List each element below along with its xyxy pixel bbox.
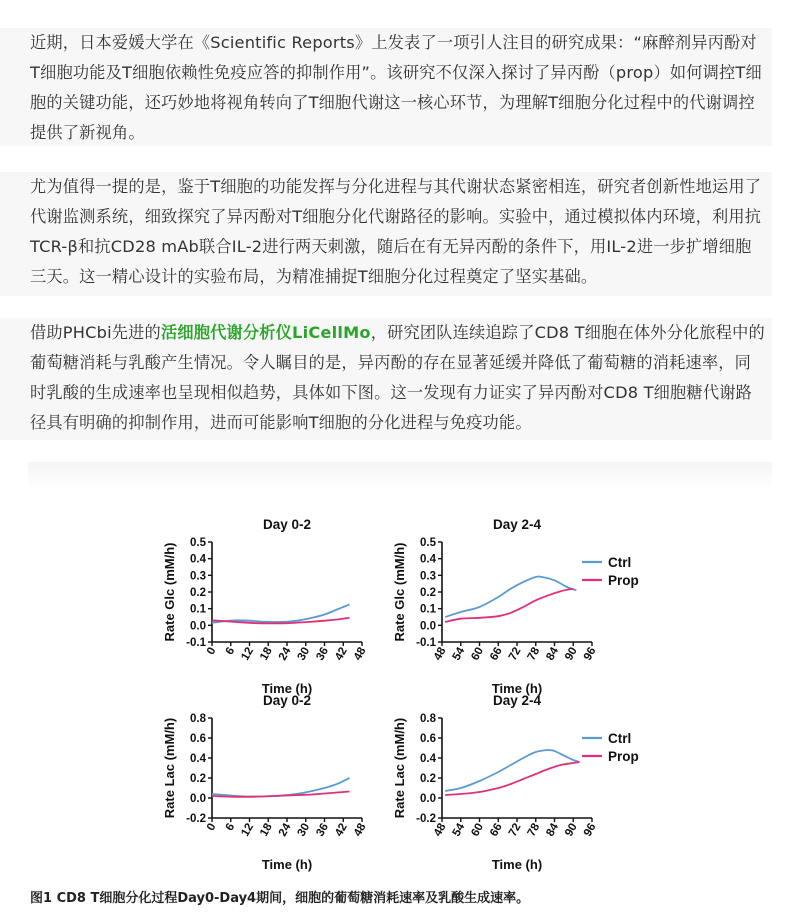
y-tick-label: -0.2 xyxy=(416,813,436,825)
x-tick-label: 60 xyxy=(469,645,487,663)
licellmo-link[interactable]: 活细胞代谢分析仪LiCellMo xyxy=(160,323,371,342)
y-tick-label: 0.4 xyxy=(420,553,436,566)
chart-title: Day 0-2 xyxy=(262,693,312,708)
figure xyxy=(28,462,772,876)
x-tick-label: 30 xyxy=(295,645,313,663)
x-tick-label: 36 xyxy=(314,821,332,839)
x-tick-label: 6 xyxy=(223,645,238,658)
y-tick-label: 0.0 xyxy=(420,793,436,805)
y-tick-label: 0.0 xyxy=(190,793,206,805)
y-axis-label: Rate Lac (mM/h) xyxy=(392,717,407,819)
legend-label-prop: Prop xyxy=(608,749,639,764)
chart-panel-4 xyxy=(392,693,639,872)
x-axis-label: Time (h) xyxy=(261,681,313,696)
chart-panel-3 xyxy=(162,693,369,872)
x-tick-label: 96 xyxy=(581,645,599,663)
x-tick-label: 30 xyxy=(295,821,313,839)
x-tick-label: 66 xyxy=(488,821,505,839)
paragraph-method xyxy=(0,172,772,296)
x-tick-label: 60 xyxy=(469,821,487,839)
y-tick-label: 0.0 xyxy=(420,620,436,633)
chart-title: Day 2-4 xyxy=(492,517,542,532)
x-axis-label: Time (h) xyxy=(491,857,543,872)
x-axis-label: Time (h) xyxy=(491,681,543,696)
y-tick-label: 0.2 xyxy=(420,587,436,599)
y-tick-label: -0.1 xyxy=(416,637,436,649)
x-tick-label: 36 xyxy=(314,645,332,663)
paragraph-results-text: ，研究团队连续追踪了CD8 T细胞在体外分化旅程中的葡萄糖消耗与乳酸产生情况。令人瞩目的是，异丙酚的存在显著延缓并降低了葡萄糖的消耗速率，同时乳酸的生成速率也呈现相似趋势，具体如下图。这一发现有力证实了异丙酚对CD8 T细胞糖代谢路径具有明确的抑制作用，进而可能影响T细胞的分化进程与免疫功能。 xyxy=(30,323,765,432)
legend-label-ctrl: Ctrl xyxy=(608,555,632,570)
chart-panel-1 xyxy=(162,517,369,696)
x-tick-label: 54 xyxy=(450,821,468,839)
series-line-prop xyxy=(212,792,350,797)
y-tick-label: 0.5 xyxy=(420,537,436,549)
x-tick-label: 90 xyxy=(563,821,580,839)
y-tick-label: 0.2 xyxy=(420,773,436,785)
chart-panel-2 xyxy=(392,517,639,696)
y-tick-label: 0.5 xyxy=(190,537,206,549)
x-tick-label: 48 xyxy=(351,821,369,839)
y-tick-label: 0.6 xyxy=(190,733,206,745)
x-tick-label: 90 xyxy=(563,645,580,663)
x-tick-label: 42 xyxy=(333,821,350,839)
x-tick-label: 72 xyxy=(506,821,524,839)
chart-title: Day 2-4 xyxy=(492,693,542,708)
chart-title: Day 0-2 xyxy=(262,517,312,532)
y-axis-label: Rate Glc (mM/h) xyxy=(392,542,407,642)
figure-charts xyxy=(28,462,772,876)
y-tick-label: -0.2 xyxy=(186,813,206,825)
y-tick-label: 0.3 xyxy=(190,570,206,583)
x-tick-label: 96 xyxy=(581,821,599,839)
x-tick-label: 12 xyxy=(239,821,257,839)
x-tick-label: 0 xyxy=(205,821,219,834)
y-tick-label: 0.4 xyxy=(420,753,436,765)
x-tick-label: 0 xyxy=(205,645,219,658)
x-tick-label: 42 xyxy=(333,645,350,663)
x-tick-label: 18 xyxy=(258,645,275,663)
x-tick-label: 78 xyxy=(525,645,543,663)
x-tick-label: 24 xyxy=(276,645,294,663)
paragraph-intro xyxy=(0,28,772,146)
y-tick-label: 0.6 xyxy=(420,733,436,745)
x-tick-label: 78 xyxy=(525,821,543,839)
paragraph-results-lead: 借助PHCbi先进的 xyxy=(30,323,161,342)
y-axis-label: Rate Lac (mM/h) xyxy=(162,717,177,819)
paragraph-intro-text: 近期，日本爱媛大学在《Scientific Reports》上发表了一项引人注目的研究成果：“麻醉剂异丙酚对T细胞功能及T细胞依赖性免疫应答的抑制作用”。该研究不仅深入探讨了异丙酚（prop）如何调控T细胞的关键功能，还巧妙地将视角转向了T细胞代谢这一核心环节，为理解T细胞分化过程中的代谢调控提供了新视角。 xyxy=(30,33,762,142)
y-axis-label: Rate Glc (mM/h) xyxy=(162,542,177,642)
x-tick-label: 48 xyxy=(431,645,449,663)
paragraph-method-text: 尤为值得一提的是，鉴于T细胞的功能发挥与分化进程与其代谢状态紧密相连，研究者创新性地运用了代谢监测系统，细致探究了异丙酚对T细胞分化代谢路径的影响。实验中，通过模拟体内环境，利用抗TCR-β和抗CD28 mAb联合IL-2进行两天刺激，随后在有无异丙酚的条件下，用IL-2进一步扩增细胞三天。这一精心设计的实验布局，为精准捕捉T细胞分化过程奠定了坚实基础。 xyxy=(30,177,762,286)
x-tick-label: 84 xyxy=(544,645,562,663)
y-tick-label: 0.1 xyxy=(190,603,206,616)
y-tick-label: 0.4 xyxy=(190,753,206,765)
series-line-prop xyxy=(445,589,573,622)
figure-caption: 图1 CD8 T细胞分化过程Day0-Day4期间，细胞的葡萄糖消耗速率及乳酸生成速率。 xyxy=(30,891,530,906)
legend-label-prop: Prop xyxy=(608,573,639,588)
series-line-ctrl xyxy=(445,576,576,617)
y-tick-label: 0.8 xyxy=(420,713,436,725)
x-tick-label: 18 xyxy=(258,821,275,839)
y-tick-label: -0.1 xyxy=(186,637,206,649)
y-tick-label: 0.4 xyxy=(190,553,206,566)
paragraph-results xyxy=(0,318,772,440)
x-tick-label: 72 xyxy=(506,645,524,663)
x-tick-label: 66 xyxy=(488,645,505,663)
y-tick-label: 0.2 xyxy=(190,773,206,785)
x-tick-label: 48 xyxy=(431,821,449,839)
x-tick-label: 6 xyxy=(223,821,238,834)
y-tick-label: 0.3 xyxy=(420,570,436,583)
x-axis-label: Time (h) xyxy=(261,857,313,872)
x-tick-label: 54 xyxy=(450,645,468,663)
y-tick-label: 0.2 xyxy=(190,587,206,599)
y-tick-label: 0.0 xyxy=(190,620,206,633)
x-tick-label: 48 xyxy=(351,645,369,663)
y-tick-label: 0.8 xyxy=(190,713,206,725)
legend-label-ctrl: Ctrl xyxy=(608,731,632,746)
x-tick-label: 24 xyxy=(276,821,294,839)
x-tick-label: 12 xyxy=(239,645,257,663)
y-tick-label: 0.1 xyxy=(420,603,436,616)
x-tick-label: 84 xyxy=(544,821,562,839)
series-line-prop xyxy=(445,762,579,795)
series-line-ctrl xyxy=(445,750,579,791)
